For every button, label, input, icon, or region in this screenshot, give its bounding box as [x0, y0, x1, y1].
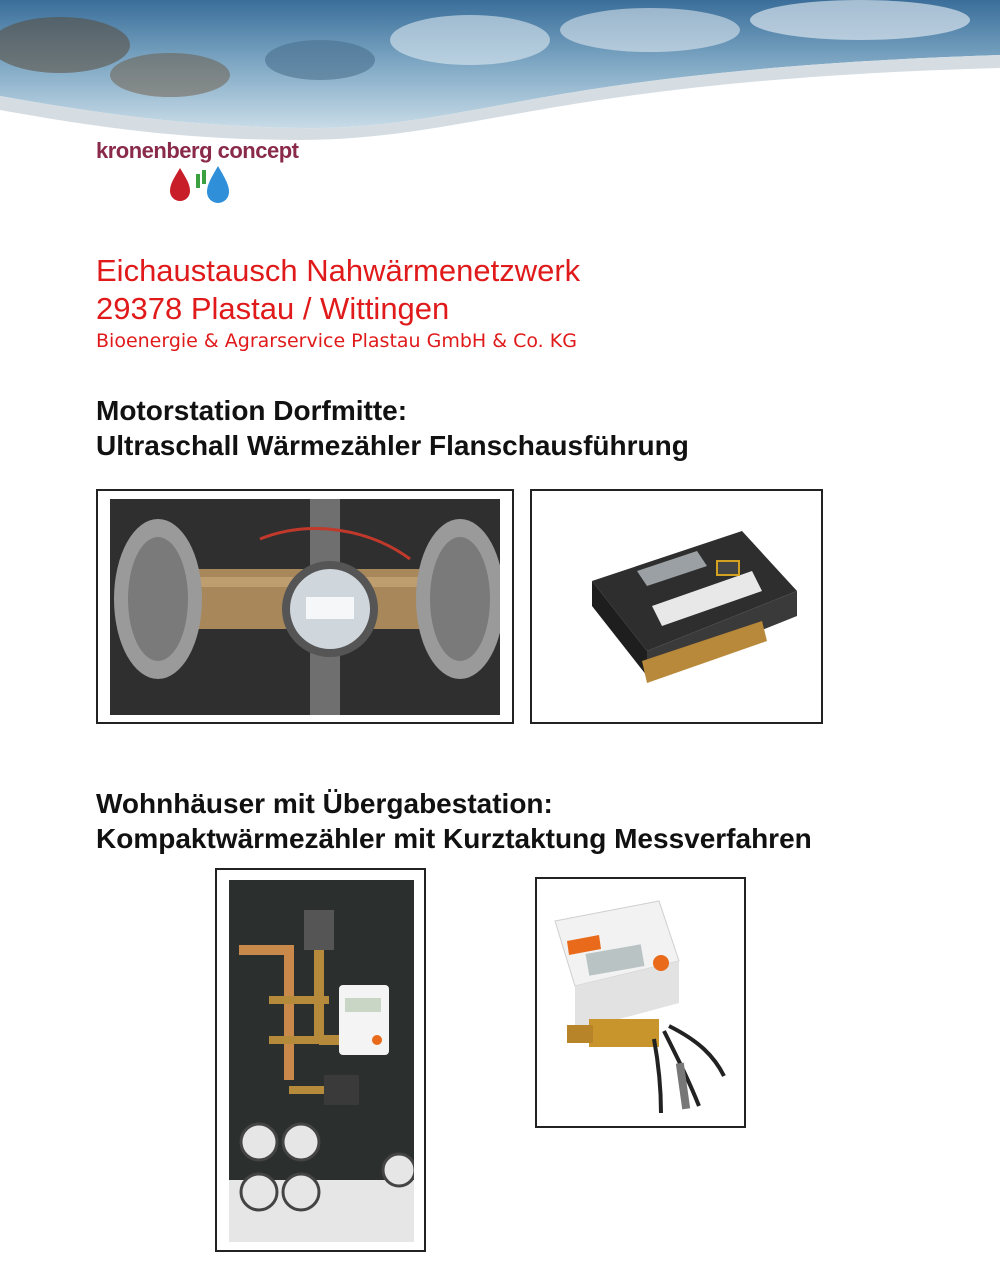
- drops-icon: [166, 164, 236, 204]
- compact-meter-photo: [535, 877, 746, 1128]
- title-line-2: 29378 Plastau / Wittingen: [96, 291, 450, 326]
- document-title: [96, 252, 580, 354]
- section2-heading-line2: Kompaktwärmezähler mit Kurztaktung Messverfahren: [96, 823, 812, 854]
- section2-heading: [96, 786, 812, 856]
- title-line-1: Eichaustausch Nahwärmenetzwerk: [96, 253, 581, 288]
- water-banner-image: [0, 0, 1000, 140]
- company-subtitle: Bioenergie & Agrarservice Plastau GmbH & Co. KG: [96, 330, 577, 352]
- flange-meter-photo: [96, 489, 514, 724]
- section1-heading: [96, 393, 689, 463]
- transfer-station-photo: [215, 868, 426, 1252]
- section1-heading-line2: Ultraschall Wärmezähler Flanschausführung: [96, 430, 689, 461]
- section1-heading-line1: Motorstation Dorfmitte:: [96, 395, 408, 426]
- company-logo: [96, 138, 336, 208]
- section2-heading-line1: Wohnhäuser mit Übergabestation:: [96, 788, 553, 819]
- ultrasonic-meter-photo: [530, 489, 823, 724]
- logo-text: kronenberg concept: [96, 138, 299, 163]
